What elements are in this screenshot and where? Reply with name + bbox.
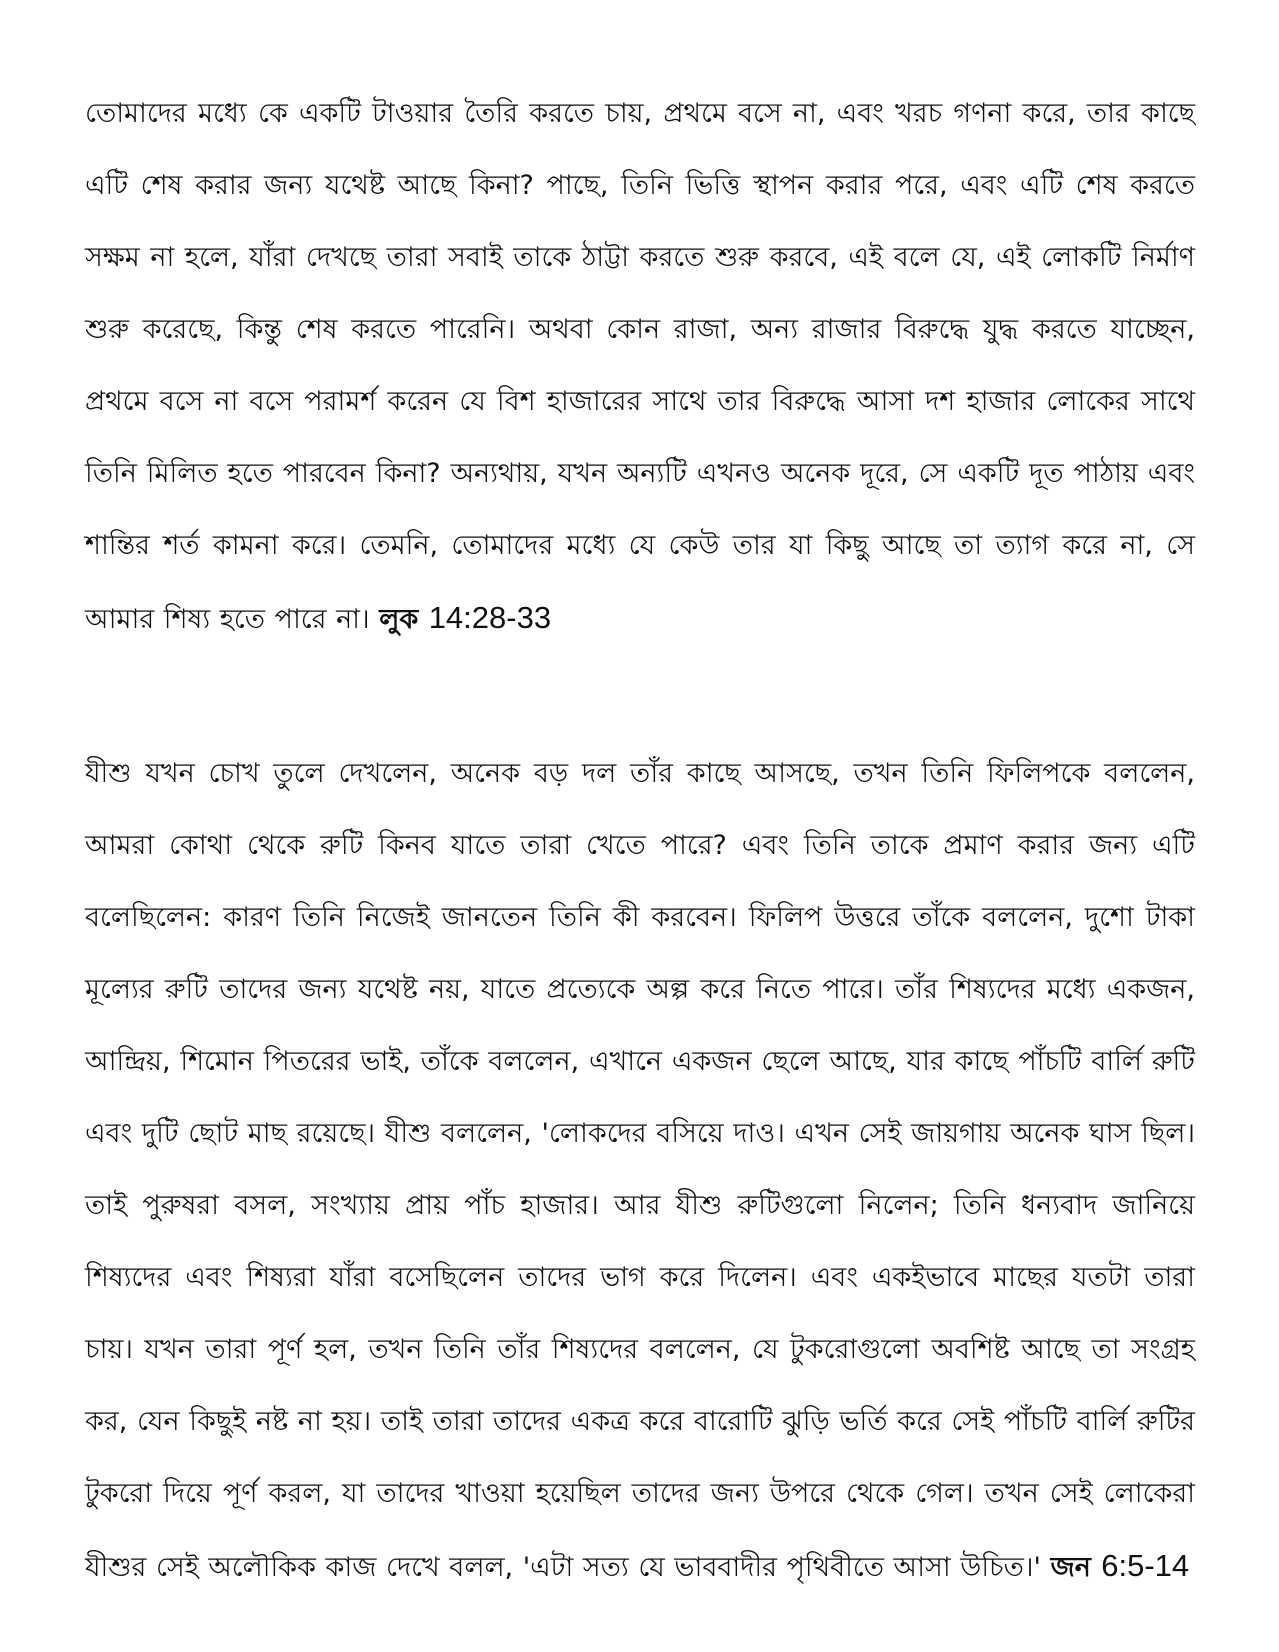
document-page (85, 78, 1195, 1604)
reference-verse: 14:28-33 (428, 600, 552, 635)
reference-book: জন (1050, 1552, 1091, 1583)
passage-john (85, 738, 1195, 1604)
passage-text: যীশু যখন চোখ তুলে দেখলেন, অনেক বড় দল তাঁর কাছে আসছে, তখন তিনি ফিলিপকে বললেন, আমরা কোথা থেকে রুটি কিনব যাতে তারা খেতে পারে? এবং তিনি তাকে প্রমাণ করার জন্য এটি বলেছিলেন: কারণ তিনি নিজেই জানতেন তিনি কী করবেন। ফিলিপ উত্তরে তাঁকে বললেন, দুশো টাকা মূল্যের রুটি তাদের জন্য যথেষ্ট নয়, যাতে প্রত্যেকে অল্প করে নিতে পারে। তাঁর শিষ্যদের মধ্যে একজন, আন্দ্রিয়, শিমোন পিতরের ভাই, তাঁকে বললেন, এখানে একজন ছেলে আছে, যার কাছে পাঁচটি বার্লি রুটি এবং দুটি ছোট মাছ রয়েছে। যীশু বললেন, 'লোকদের বসিয়ে দাও। এখন সেই জায়গায় অনেক ঘাস ছিল। তাই পুরুষরা বসল, সংখ্যায় প্রায় পাঁচ হাজার। আর যীশু রুটিগুলো নিলেন; তিনি ধন্যবাদ জানিয়ে শিষ্যদের এবং শিষ্যরা যাঁরা বসেছিলেন তাদের ভাগ করে দিলেন। এবং একইভাবে মাছের যতটা তারা চায়। যখন তারা পূর্ণ হল, তখন তিনি তাঁর শিষ্যদের বললেন, যে টুকরোগুলো অবশিষ্ট আছে তা সংগ্রহ কর, যেন কিছুই নষ্ট না হয়। তাই তারা তাদের একত্র করে বারোটি ঝুড়ি ভর্তি করে সেই পাঁচটি বার্লি রুটির টুকরো দিয়ে পূর্ণ করল, যা তাদের খাওয়া হয়েছিল তাদের জন্য উপরে থেকে গেল। তখন সেই লোকেরা যীশুর সেই অলৌকিক কাজ দেখে বলল, 'এটা সত্য যে ভাববাদীর পৃথিবীতে আসা উচিত।' (85, 758, 1195, 1583)
reference-book: লুক (379, 604, 419, 635)
scripture-reference (1050, 1548, 1190, 1583)
scripture-reference (379, 600, 552, 635)
passage-text: তোমাদের মধ্যে কে একটি টাওয়ার তৈরি করতে চায়, প্রথমে বসে না, এবং খরচ গণনা করে, তার কাছে এটি শেষ করার জন্য যথেষ্ট আছে কিনা? পাছে, তিনি ভিত্তি স্থাপন করার পরে, এবং এটি শেষ করতে সক্ষম না হলে, যাঁরা দেখছে তারা সবাই তাকে ঠাট্টা করতে শুরু করবে, এই বলে যে, এই লোকটি নির্মাণ শুরু করেছে, কিন্তু শেষ করতে পারেনি। অথবা কোন রাজা, অন্য রাজার বিরুদ্ধে যুদ্ধ করতে যাচ্ছেন, প্রথমে বসে না বসে পরামর্শ করেন যে বিশ হাজারের সাথে তার বিরুদ্ধে আসা দশ হাজার লোকের সাথে তিনি মিলিত হতে পারবেন কিনা? অন্যথায়, যখন অন্যটি এখনও অনেক দূরে, সে একটি দূত পাঠায় এবং শান্তির শর্ত কামনা করে। তেমনি, তোমাদের মধ্যে যে কেউ তার যা কিছু আছে তা ত্যাগ করে না, সে আমার শিষ্য হতে পারে না। (85, 98, 1195, 635)
passage-luke (85, 78, 1195, 656)
reference-verse: 6:5-14 (1101, 1548, 1190, 1583)
